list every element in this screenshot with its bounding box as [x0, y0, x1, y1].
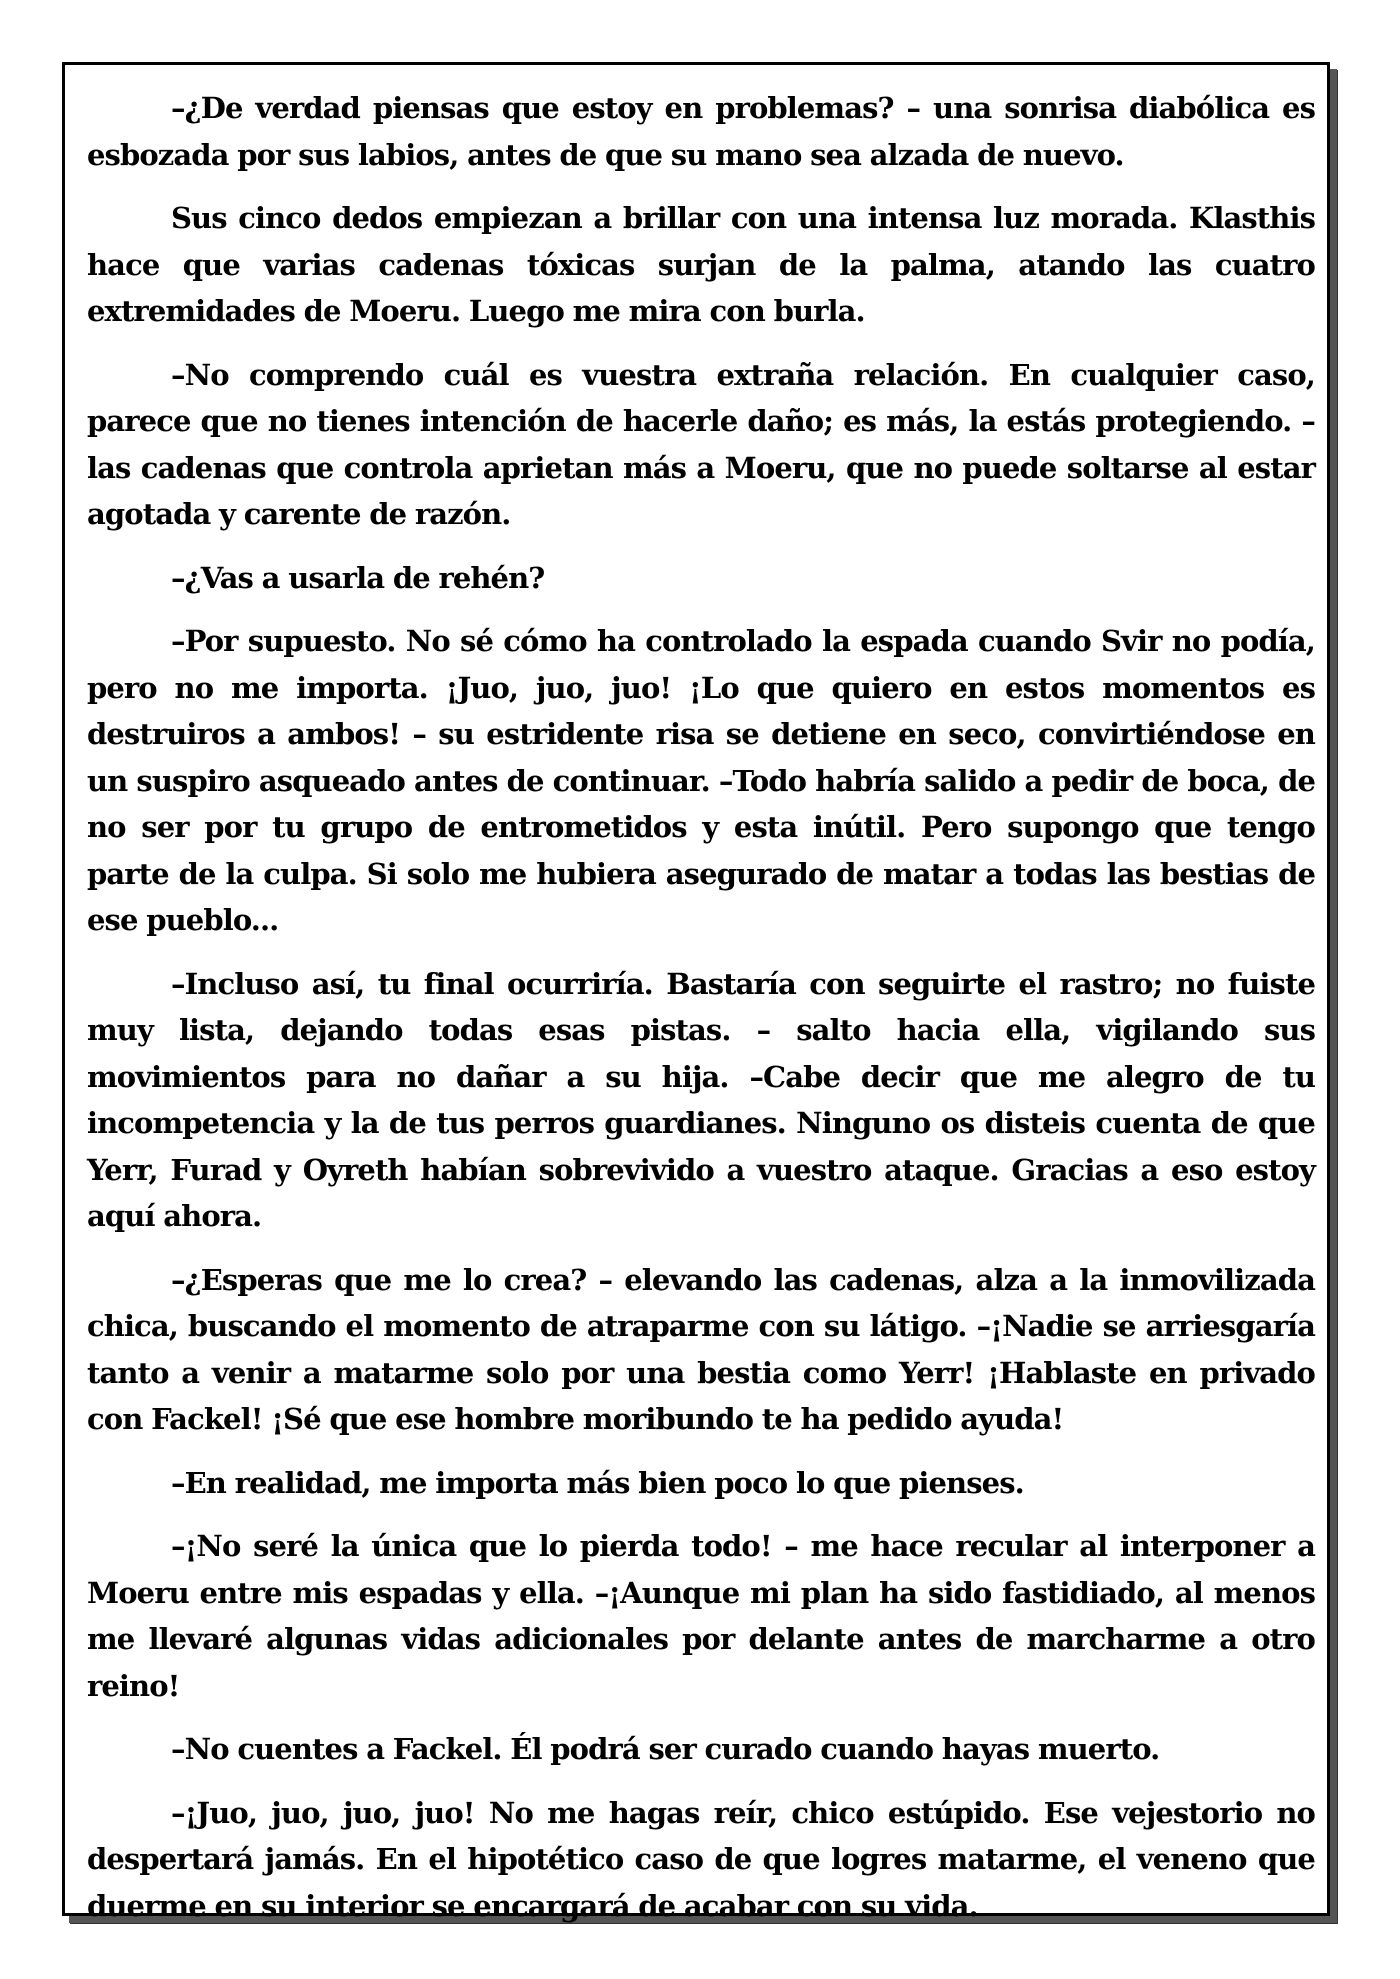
paragraph-8: –En realidad, me importa más bien poco lo que pienses.: [171, 1465, 1024, 1500]
paragraph-1: –¿De verdad piensas que estoy en problemas? – una sonrisa diabólica es esbozada por sus labios, antes de que su mano sea alzada de nuevo.: [87, 91, 1315, 172]
paragraph-2: Sus cinco dedos empiezan a brillar con una intensa luz morada. Klasthis hace que varias cadenas tóxicas surjan de la palma, atando las cuatro extremidades de Moeru. Luego me mira con burla.: [87, 201, 1315, 328]
page-frame: [62, 62, 1330, 1923]
paragraph-10: –No cuentes a Fackel. Él podrá ser curado cuando hayas muerto.: [171, 1732, 1160, 1766]
paragraph-6: –Incluso así, tu final ocurriría. Bastaría con seguirte el rastro; no fuiste muy lista, dejando todas esas pistas. – salto hacia ella, vigilando sus movimientos para no dañar a su hija. –Cabe decir que me alegro de tu incompetencia y la de tus perros guardianes. Ninguno os disteis cuenta de que Yerr, Furad y Oyreth habían sobrevivido a vuestro ataque. Gracias a eso estoy aquí ahora.: [87, 966, 1315, 1233]
paragraph-11: –¡Juo, juo, juo, juo! No me hagas reír, chico estúpido. Ese vejestorio no despertará jamás. En el hipotético caso de que logres matarme, el veneno que duerme en su interior se encargará de acabar con su vida.: [87, 1795, 1315, 1923]
paragraph-5: –Por supuesto. No sé cómo ha controlado la espada cuando Svir no podía, pero no me importa. ¡Juo, juo, juo! ¡Lo que quiero en estos momentos es destruiros a ambos! – su estridente risa se detiene en seco, convirtiéndose en un suspiro asqueado antes de continuar. –Todo habría salido a pedir de boca, de no ser por tu grupo de entrometidos y esta inútil. Pero supongo que tengo parte de la culpa. Si solo me hubiera asegurado de matar a todas las bestias de ese pueblo...: [87, 624, 1315, 937]
paragraph-7: –¿Esperas que me lo crea? – elevando las cadenas, alza a la inmovilizada chica, buscando el momento de atraparme con su látigo. –¡Nadie se arriesgaría tanto a venir a matarme solo por una bestia como Yerr! ¡Hablaste en privado con Fackel! ¡Sé que ese hombre moribundo te ha pedido ayuda!: [87, 1262, 1315, 1436]
paragraph-3: –No comprendo cuál es vuestra extraña relación. En cualquier caso, parece que no tienes intención de hacerle daño; es más, la estás protegiendo. – las cadenas que controla aprietan más a Moeru, que no puede soltarse al estar agotada y carente de razón.: [87, 357, 1315, 531]
paragraph-9: –¡No seré la única que lo pierda todo! – me hace recular al interponer a Moeru entre mis espadas y ella. –¡Aunque mi plan ha sido fastidiado, al menos me llevaré algunas vidas adicionales por delante antes de marcharme a otro reino!: [87, 1529, 1315, 1703]
text-body: [87, 85, 1315, 1946]
paragraph-4: –¿Vas a usarla de rehén?: [171, 560, 545, 595]
